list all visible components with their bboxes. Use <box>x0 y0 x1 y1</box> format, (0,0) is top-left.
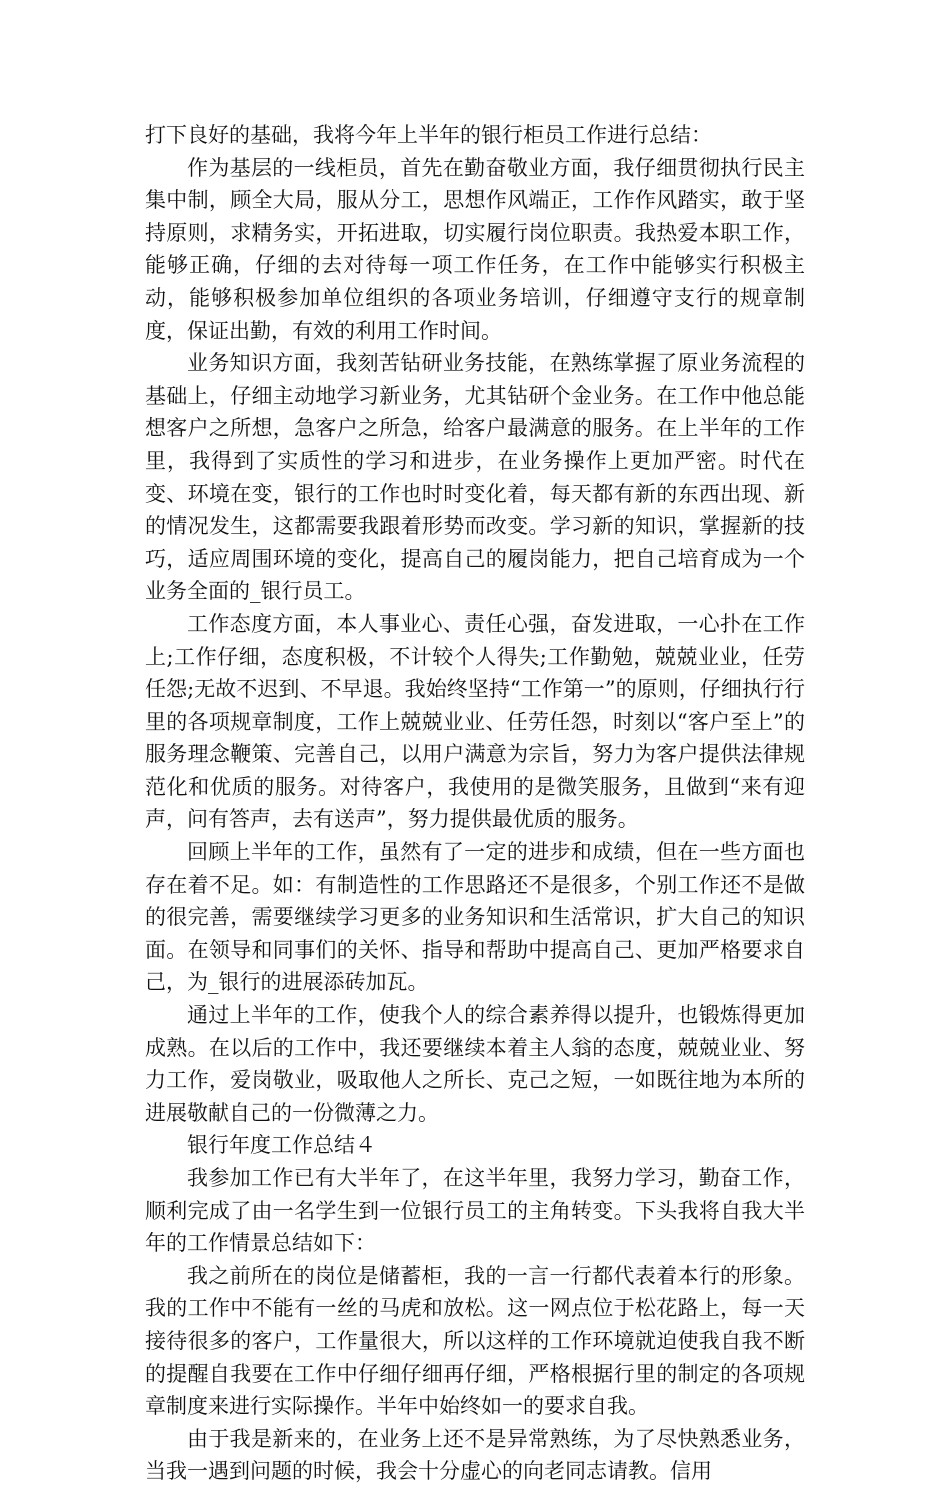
paragraph-newcomer: 由于我是新来的，在业务上还不是异常熟练，为了尽快熟悉业务，当我一遇到问题的时候，我会十分虚心的向老同志请教。信用 <box>145 1426 805 1484</box>
section-heading: 银行年度工作总结４ <box>187 1133 376 1158</box>
paragraph-work-attitude: 工作态度方面，本人事业心、责任心强，奋发进取，一心扑在工作上;工作仔细，态度积极，不计较个人得失;工作勤勉，兢兢业业，任劳任怨;无故不迟到、不早退。我始终坚持“工作第一”的原则，仔细执行行里的各项规章制度，工作上兢兢业业、任劳任怨，时刻以“客户至上”的服务理念鞭策、完善自己，以用户满意为宗旨，努力为客户提供法律规范化和优质的服务。对待客户，我使用的是微笑服务，且做到“来有迎声，问有答声，去有送声”，努力提供最优质的服务。 <box>145 611 805 832</box>
paragraph-conclusion: 通过上半年的工作，使我个人的综合素养得以提升，也锻炼得更加成熟。在以后的工作中，我还要继续本着主人翁的态度，兢兢业业、努力工作，爱岗敬业，吸取他人之所长、克己之短，一如既往地为本所的进展敬献自己的一份微薄之力。 <box>145 1003 805 1125</box>
paragraph-review: 回顾上半年的工作，虽然有了一定的进步和成绩，但在一些方面也存在着不足。如：有制造性的工作思路还不是很多，个别工作还不是做的很完善，需要继续学习更多的业务知识和生活常识，扩大自己的知识面。在领导和同事们的关怀、指导和帮助中提高自己、更加严格要求自己，为_银行的进展添砖加瓦。 <box>145 840 805 995</box>
document-body <box>145 119 805 1488</box>
paragraph-savings-counter: 我之前所在的岗位是储蓄柜，我的一言一行都代表着本行的形象。我的工作中不能有一丝的马虎和放松。这一网点位于松花路上，每一天接待很多的客户，工作量很大，所以这样的工作环境就迫使我自我不断的提醒自我要在工作中仔细仔细再仔细，严格根据行里的制定的各项规章制度来进行实际操作。半年中始终如一的要求自我。 <box>145 1263 805 1419</box>
paragraph-intro: 打下良好的基础，我将今年上半年的银行柜员工作进行总结： <box>145 123 712 147</box>
paragraph-business-knowledge: 业务知识方面，我刻苦钻研业务技能，在熟练掌握了原业务流程的基础上，仔细主动地学习新业务，尤其钻研个金业务。在工作中他总能想客户之所想，急客户之所急，给客户最满意的服务。在上半年的工作里，我得到了实质性的学习和进步，在业务操作上更加严密。时代在变、环境在变，银行的工作也时时变化着，每天都有新的东西出现、新的情况发生，这都需要我跟着形势而改变。学习新的知识，掌握新的技巧，适应周围环境的变化，提高自己的履岗能力，把自己培育成为一个业务全面的_银行员工。 <box>145 351 805 604</box>
paragraph-diligence: 作为基层的一线柜员，首先在勤奋敬业方面，我仔细贯彻执行民主集中制，顾全大局，服从分工，思想作风端正，工作作风踏实，敢于坚持原则，求精务实，开拓进取，切实履行岗位职责。我热爱本职工作，能够正确，仔细的去对待每一项工作任务，在工作中能够实行积极主动，能够积极参加单位组织的各项业务培训，仔细遵守支行的规章制度，保证出勤，有效的利用工作时间。 <box>145 155 805 343</box>
paragraph-section4-intro: 我参加工作已有大半年了，在这半年里，我努力学习，勤奋工作，顺利完成了由一名学生到一位银行员工的主角转变。下头我将自我大半年的工作情景总结如下： <box>145 1166 805 1256</box>
